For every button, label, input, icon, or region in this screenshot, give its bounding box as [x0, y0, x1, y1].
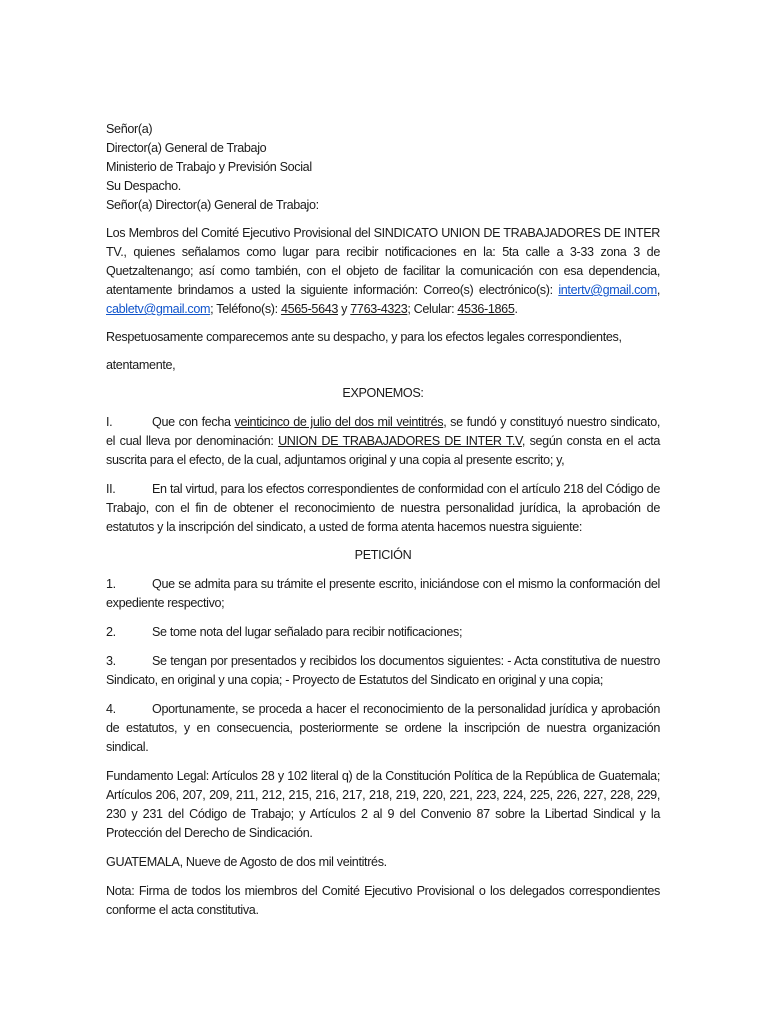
- legal-basis-paragraph: Fundamento Legal: Artículos 28 y 102 literal q) de la Constitución Política de la República de Guatemala; Artículos 206, 207, 209, 211, 212, 215, 216, 217, 218, 219, 220, 221, 223, 224, 225, 226, 227, 228, 229, 230 y 231 del Código de Trabajo; y Artículos 2 al 9 del Convenio 87 sobre la Libertad Sindical y la Protección del Derecho de Sindicación.: [106, 769, 660, 840]
- closing-line: atentamente,: [106, 358, 176, 372]
- item-text: Que se admita para su trámite el presente escrito, iniciándose con el mismo la conformación del expediente respectivo;: [106, 577, 660, 610]
- mobile-number: 4536-1865: [457, 302, 515, 316]
- addressee-line: Señor(a): [106, 122, 153, 136]
- intro-text: Los Membros del Comité Ejecutivo Provisional del SINDICATO UNION DE TRABAJADORES DE INTER TV., quienes señalamos como lugar para recibir notificaciones en la: 5ta calle a 3-33 zona 3 de Quetzaltenango; así como también, con el objeto de facilitar la comunicación con esa dependencia, atentamente brindamos a usted la siguiente información: Correo(s) electrónico(s):: [106, 226, 660, 297]
- item-number: 2.: [106, 625, 116, 639]
- intro-text: y: [338, 302, 351, 316]
- email-link-intertv[interactable]: intertv@gmail.com: [558, 283, 657, 297]
- petition-item: [106, 623, 660, 642]
- item-text: Que con fecha: [152, 415, 235, 429]
- salutation: Señor(a) Director(a) General de Trabajo:: [106, 198, 319, 212]
- intro-paragraph: [106, 224, 660, 319]
- dateline: GUATEMALA, Nueve de Agosto de dos mil veintitrés.: [106, 855, 387, 869]
- phone-number: 7763-4323: [350, 302, 408, 316]
- item-text: , se fundó y constituyó nuestro sindicato, el cual lleva por denominación:: [106, 415, 660, 448]
- item-text: Oportunamente, se proceda a hacer el reconocimiento de la personalidad jurídica y aprobación de estatutos, y en consecuencia, posteriormente se ordene la inscripción de nuestra organización sindical.: [106, 702, 660, 754]
- union-name: UNION DE TRABAJADORES DE INTER T.V: [278, 434, 522, 448]
- item-text: Se tome nota del lugar señalado para recibir notificaciones;: [152, 625, 463, 639]
- item-text: , según consta en el acta suscrita para el efecto, de la cual, adjuntamos original y una copia al presente escrito; y,: [106, 434, 661, 467]
- intro-text: ; Teléfono(s):: [210, 302, 281, 316]
- exposition-item: [106, 480, 660, 537]
- section-heading-exponemos: EXPONEMOS:: [342, 386, 424, 400]
- exposition-item: [106, 413, 660, 470]
- document-page: [106, 120, 660, 920]
- addressee-line: Su Despacho.: [106, 179, 181, 193]
- item-number: 1.: [106, 577, 116, 591]
- addressee-line: Director(a) General de Trabajo: [106, 141, 267, 155]
- item-number: 3.: [106, 654, 116, 668]
- intro-text: ,: [656, 283, 660, 297]
- petition-item: [106, 575, 660, 613]
- item-text: En tal virtud, para los efectos correspondientes de conformidad con el artículo 218 del Código de Trabajo, con el fin de obtener el reconocimiento de nuestra personalidad jurídica, la aprobación de estatutos y la inscripción del sindicato, a usted de forma atenta hacemos nuestra siguiente:: [106, 482, 660, 534]
- email-link-cabletv[interactable]: cabletv@gmail.com: [106, 302, 211, 316]
- phone-number: 4565-5643: [280, 302, 339, 316]
- item-number: I.: [106, 415, 113, 429]
- intro-text: ; Celular:: [407, 302, 458, 316]
- addressee-line: Ministerio de Trabajo y Previsión Social: [106, 160, 312, 174]
- section-heading-peticion: PETICIÓN: [354, 548, 412, 562]
- petition-item: [106, 700, 660, 757]
- intro-text: .: [514, 302, 518, 316]
- addressee-block: [106, 120, 660, 215]
- item-text: Se tengan por presentados y recibidos los documentos siguientes: - Acta constitutiva de nuestro Sindicato, en original y una copia; - Proyecto de Estatutos del Sindicato en original y una copia;: [106, 654, 660, 687]
- founding-date: veinticinco de julio del dos mil veintitrés: [234, 415, 444, 429]
- petition-item: [106, 652, 660, 690]
- item-number: 4.: [106, 702, 116, 716]
- item-number: II.: [106, 482, 116, 496]
- signature-note: Nota: Firma de todos los miembros del Comité Ejecutivo Provisional o los delegados correspondientes conforme el acta constitutiva.: [106, 884, 660, 917]
- respect-paragraph: Respetuosamente comparecemos ante su despacho, y para los efectos legales correspondientes,: [106, 330, 622, 344]
